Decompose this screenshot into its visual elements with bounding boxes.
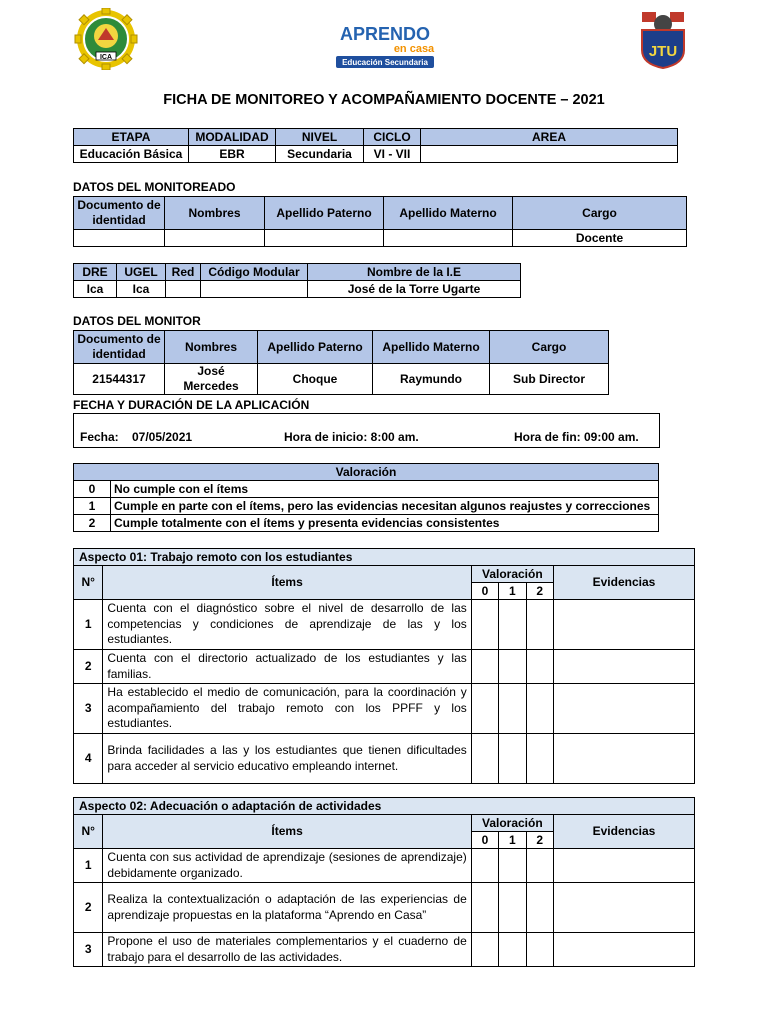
- item-text: Cuenta con el directorio actualizado de los estudiantes y las familias.: [103, 650, 471, 684]
- item-text: Propone el uso de materiales complementarios y el cuaderno de trabajo para el desarrollo de las actividades.: [103, 933, 471, 967]
- table-row: [74, 650, 695, 684]
- score-0: 0: [471, 583, 498, 600]
- col-valoracion: Valoración: [471, 815, 553, 832]
- item-text: Cuenta con sus actividad de aprendizaje (sesiones de aprendizaje) debidamente organizado.: [103, 849, 471, 883]
- monitoreado-table: [73, 196, 687, 247]
- evidencias-cell[interactable]: [553, 684, 694, 734]
- item-text: Realiza la contextualización o adaptación de las experiencias de aprendizaje propuestas en la plataforma “Aprendo en Casa”: [103, 883, 471, 933]
- row-number: 4: [74, 734, 103, 784]
- row-number: 2: [74, 883, 103, 933]
- score-cell-1[interactable]: [499, 600, 526, 650]
- cell-apellido-materno: Raymundo: [373, 364, 490, 395]
- score-cell-0[interactable]: [471, 883, 498, 933]
- ica-logo-text: ICA: [99, 54, 113, 61]
- col-items: Ítems: [103, 566, 471, 600]
- score-cell-1[interactable]: [499, 933, 526, 967]
- evidencias-cell[interactable]: [553, 600, 694, 650]
- cell-nivel: Secundaria: [276, 146, 364, 163]
- fecha-value: 07/05/2021: [132, 430, 193, 444]
- score-cell-0[interactable]: [471, 650, 498, 684]
- header-cargo: Cargo: [513, 197, 687, 230]
- cell-nombres: [165, 230, 265, 247]
- header-nombres: Nombres: [165, 331, 258, 364]
- header-red: Red: [166, 264, 201, 281]
- cell-dre: Ica: [74, 281, 117, 298]
- score-cell-2[interactable]: [526, 933, 553, 967]
- header-ciclo: CICLO: [364, 129, 421, 146]
- score-cell-0[interactable]: [471, 849, 498, 883]
- cell-modalidad: EBR: [189, 146, 276, 163]
- cell-nombres: José Mercedes: [165, 364, 258, 395]
- score-cell-0[interactable]: [471, 734, 498, 784]
- hora-fin: Hora de fin: 09:00 am.: [514, 430, 639, 444]
- score-cell-2[interactable]: [526, 650, 553, 684]
- ie-table: [73, 263, 521, 298]
- section-monitor-label: DATOS DEL MONITOR: [73, 314, 201, 328]
- col-items: Ítems: [103, 815, 471, 849]
- score-2: 2: [526, 832, 553, 849]
- score-cell-2[interactable]: [526, 883, 553, 933]
- col-valoracion: Valoración: [471, 566, 553, 583]
- cell-apellido-paterno: Choque: [258, 364, 373, 395]
- cell-apellido-paterno: [265, 230, 384, 247]
- cell-cargo: Docente: [513, 230, 687, 247]
- header-nombres: Nombres: [165, 197, 265, 230]
- score-cell-1[interactable]: [499, 734, 526, 784]
- score-cell-1[interactable]: [499, 883, 526, 933]
- evidencias-cell[interactable]: [553, 650, 694, 684]
- header-ugel: UGEL: [117, 264, 166, 281]
- header-area: AREA: [421, 129, 678, 146]
- cell-etapa: Educación Básica: [74, 146, 189, 163]
- valoracion-code: 2: [74, 515, 111, 532]
- valoracion-code: 1: [74, 498, 111, 515]
- table-row: [74, 849, 695, 883]
- cell-codigo-modular: [201, 281, 308, 298]
- valoracion-code: 0: [74, 481, 111, 498]
- table-row: [74, 600, 695, 650]
- cell-red: [166, 281, 201, 298]
- header-documento: Documento de identidad: [74, 197, 165, 230]
- header-nivel: NIVEL: [276, 129, 364, 146]
- valoracion-text: Cumple totalmente con el ítems y presenta evidencias consistentes: [111, 515, 659, 532]
- aspecto-01-title: Aspecto 01: Trabajo remoto con los estudiantes: [74, 549, 695, 566]
- cell-cargo: Sub Director: [490, 364, 609, 395]
- header-dre: DRE: [74, 264, 117, 281]
- score-cell-2[interactable]: [526, 600, 553, 650]
- row-number: 2: [74, 650, 103, 684]
- header-etapa: ETAPA: [74, 129, 189, 146]
- table-row: [74, 734, 695, 784]
- header-cargo: Cargo: [490, 331, 609, 364]
- table-row: [74, 883, 695, 933]
- row-number: 3: [74, 684, 103, 734]
- header-apellido-materno: Apellido Materno: [373, 331, 490, 364]
- score-cell-1[interactable]: [499, 684, 526, 734]
- row-number: 1: [74, 600, 103, 650]
- header-apellido-paterno: Apellido Paterno: [265, 197, 384, 230]
- item-text: Cuenta con el diagnóstico sobre el nivel de desarrollo de las competencias y condiciones de aprendizaje de las y los estudiantes.: [103, 600, 471, 650]
- jtu-crest-logo: [636, 8, 690, 70]
- hora-inicio: Hora de inicio: 8:00 am.: [284, 430, 419, 444]
- table-row: [74, 684, 695, 734]
- evidencias-cell[interactable]: [553, 734, 694, 784]
- score-0: 0: [471, 832, 498, 849]
- aspecto-02-title: Aspecto 02: Adecuación o adaptación de actividades: [74, 798, 695, 815]
- cell-area: [421, 146, 678, 163]
- cell-nombre-ie: José de la Torre Ugarte: [308, 281, 521, 298]
- col-n: N°: [74, 566, 103, 600]
- monitor-table: [73, 330, 609, 395]
- etapa-table: [73, 128, 678, 163]
- valoracion-text: No cumple con el ítems: [111, 481, 659, 498]
- score-1: 1: [499, 583, 526, 600]
- svg-text:JTU: JTU: [648, 43, 678, 60]
- ica-school-logo: [70, 8, 142, 70]
- evidencias-cell[interactable]: [553, 849, 694, 883]
- cell-documento: [74, 230, 165, 247]
- score-cell-2[interactable]: [526, 734, 553, 784]
- cell-apellido-materno: [384, 230, 513, 247]
- score-2: 2: [526, 583, 553, 600]
- header-nombre-ie: Nombre de la I.E: [308, 264, 521, 281]
- row-number: 1: [74, 849, 103, 883]
- col-n: N°: [74, 815, 103, 849]
- aspecto-02-table: [73, 797, 695, 967]
- header-apellido-materno: Apellido Materno: [384, 197, 513, 230]
- valoracion-text: Cumple en parte con el ítems, pero las evidencias necesitan algunos reajustes y correcciones: [111, 498, 659, 515]
- table-row: [74, 933, 695, 967]
- item-text: Ha establecido el medio de comunicación, para la coordinación y acompañamiento del trabajo remoto con los PPFF y los estudiantes.: [103, 684, 471, 734]
- aprendo-en-casa-logo: [332, 22, 438, 70]
- score-1: 1: [499, 832, 526, 849]
- score-cell-0[interactable]: [471, 600, 498, 650]
- score-cell-0[interactable]: [471, 933, 498, 967]
- score-cell-1[interactable]: [499, 650, 526, 684]
- evidencias-cell[interactable]: [553, 933, 694, 967]
- score-cell-0[interactable]: [471, 684, 498, 734]
- cell-documento: 21544317: [74, 364, 165, 395]
- cell-ciclo: VI - VII: [364, 146, 421, 163]
- header-documento: Documento de identidad: [74, 331, 165, 364]
- section-monitoreado-label: DATOS DEL MONITOREADO: [73, 180, 236, 194]
- item-text: Brinda facilidades a las y los estudiantes que tienen dificultades para acceder al servicio educativo empleando internet.: [103, 734, 471, 784]
- col-evidencias: Evidencias: [553, 566, 694, 600]
- header-modalidad: MODALIDAD: [189, 129, 276, 146]
- page-title: FICHA DE MONITOREO Y ACOMPAÑAMIENTO DOCENTE – 2021: [163, 92, 605, 108]
- score-cell-1[interactable]: [499, 849, 526, 883]
- svg-text:Educación Secundaria: Educación Secundaria: [342, 58, 428, 67]
- svg-text:en casa: en casa: [393, 43, 435, 55]
- col-evidencias: Evidencias: [553, 815, 694, 849]
- evidencias-cell[interactable]: [553, 883, 694, 933]
- valoracion-header: Valoración: [74, 464, 659, 481]
- score-cell-2[interactable]: [526, 684, 553, 734]
- aspecto-01-table: [73, 548, 695, 784]
- fecha-box: [73, 413, 660, 448]
- header-apellido-paterno: Apellido Paterno: [258, 331, 373, 364]
- fecha-label: Fecha:: [80, 430, 119, 444]
- cell-ugel: Ica: [117, 281, 166, 298]
- section-fecha-label: FECHA Y DURACIÓN DE LA APLICACIÓN: [73, 398, 310, 412]
- score-cell-2[interactable]: [526, 849, 553, 883]
- row-number: 3: [74, 933, 103, 967]
- valoracion-legend-table: [73, 463, 659, 532]
- svg-text:APRENDO: APRENDO: [339, 24, 431, 44]
- header-codigo-modular: Código Modular: [201, 264, 308, 281]
